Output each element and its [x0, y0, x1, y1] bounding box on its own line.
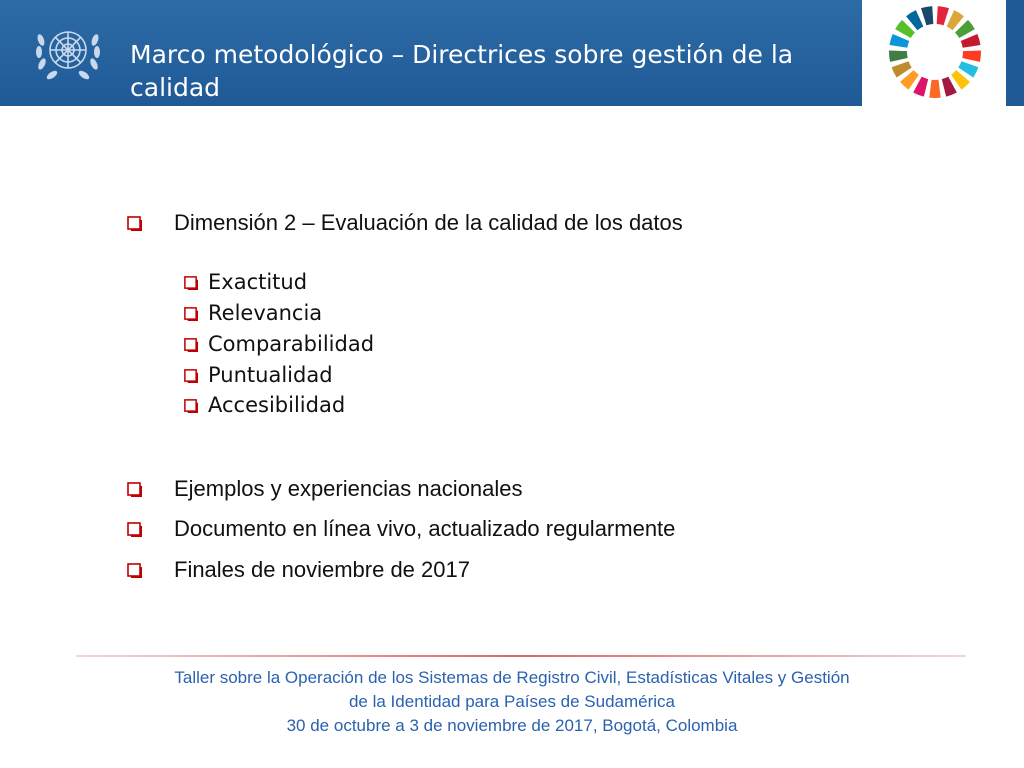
checkbox-bullet-icon: [183, 306, 198, 321]
sub-item-label: Comparabilidad: [208, 332, 375, 356]
sub-item-label: Accesibilidad: [208, 393, 346, 417]
footer-line-1: Taller sobre la Operación de los Sistemas de Registro Civil, Estadísticas Vitales y Gestión: [174, 668, 850, 687]
sub-item: [183, 332, 374, 356]
sdg-wheel-segment: [962, 51, 981, 62]
sdg-logo-box: [862, 0, 1006, 106]
bullet-dimension: [126, 210, 683, 236]
sdg-wheel-icon: [862, 0, 1006, 106]
footer-line-2: de la Identidad para Países de Sudamérica: [348, 692, 676, 711]
header-bar: [0, 0, 862, 106]
sdg-wheel-segment: [889, 51, 908, 62]
checkbox-bullet-icon: [126, 481, 142, 497]
sub-item: [183, 393, 345, 417]
sub-item-label: Puntualidad: [208, 363, 333, 387]
sub-item-label: Relevancia: [208, 301, 323, 325]
checkbox-bullet-icon: [183, 368, 198, 383]
sdg-wheel-segment: [929, 80, 940, 98]
checkbox-bullet-icon: [183, 398, 198, 413]
footer-divider: [76, 655, 966, 657]
checkbox-bullet-icon: [183, 275, 198, 290]
bullet-item-label: Finales de noviembre de 2017: [174, 557, 470, 582]
bullet-item-label: Documento en línea vivo, actualizado regularmente: [174, 516, 676, 541]
un-emblem-icon: [32, 16, 104, 88]
bullet-item: [126, 557, 470, 583]
sdg-wheel-segment: [921, 6, 933, 25]
dimension-label: Dimensión 2 – Evaluación de la calidad de los datos: [174, 210, 683, 235]
sdg-wheel-segment: [890, 34, 910, 48]
checkbox-bullet-icon: [126, 215, 142, 231]
checkbox-bullet-icon: [126, 521, 142, 537]
page-title: Marco metodológico – Directrices sobre gestión de la calidad: [130, 40, 794, 102]
checkbox-bullet-icon: [126, 562, 142, 578]
sub-item: [183, 301, 322, 325]
bullet-item-label: Ejemplos y experiencias nacionales: [174, 476, 523, 501]
sub-item: [183, 363, 333, 387]
sdg-wheel-segment: [937, 6, 949, 25]
bullet-item: [126, 476, 523, 502]
sub-item-label: Exactitud: [208, 270, 308, 294]
checkbox-bullet-icon: [183, 337, 198, 352]
bullet-item: [126, 516, 675, 542]
footer-line-3: 30 de octubre a 3 de noviembre de 2017, Bogotá, Colombia: [286, 716, 738, 735]
sub-item: [183, 270, 307, 294]
sdg-wheel-segment: [961, 34, 981, 48]
footer: [0, 666, 1024, 738]
